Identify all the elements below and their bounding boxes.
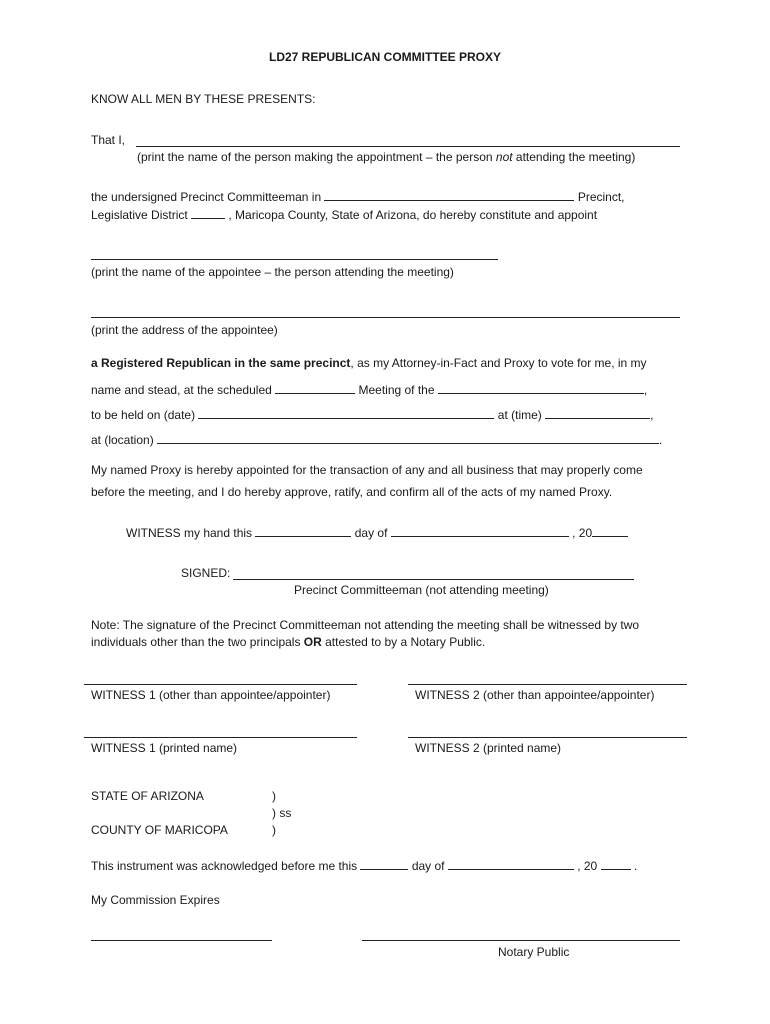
- witness2-label: WITNESS 2 (other than appointee/appointer): [415, 688, 655, 702]
- witness1-printed-line[interactable]: [84, 737, 357, 738]
- intro-text: KNOW ALL MEN BY THESE PRESENTS:: [91, 92, 316, 106]
- proxy-statement: a Registered Republican in the same precinct, as my Attorney-in-Fact and Proxy to vote for me, in my: [91, 356, 647, 370]
- appointer-name-line[interactable]: [136, 146, 680, 147]
- witness1-signature-line[interactable]: [84, 684, 357, 685]
- precinct-line: the undersigned Precinct Committeeman in Precinct,: [91, 190, 625, 204]
- appointee-name-line[interactable]: [91, 259, 498, 260]
- witness2-printed-label: WITNESS 2 (printed name): [415, 741, 562, 755]
- witness2-printed-line[interactable]: [408, 737, 687, 738]
- meeting-type-blank[interactable]: [275, 382, 355, 394]
- page-title: LD27 REPUBLICAN COMMITTEE PROXY: [268, 50, 502, 64]
- appointee-address-line[interactable]: [91, 317, 680, 318]
- commission-expires-line[interactable]: [91, 940, 272, 941]
- time-blank[interactable]: [545, 407, 650, 419]
- ack-month-blank[interactable]: [448, 858, 574, 870]
- acknowledgment-line: This instrument was acknowledged before me this day of , 20 .: [91, 859, 638, 873]
- witness2-signature-line[interactable]: [408, 684, 687, 685]
- precinct-blank[interactable]: [324, 189, 574, 201]
- ack-year-blank[interactable]: [601, 858, 631, 870]
- ld-line: Legislative District , Maricopa County, State of Arizona, do hereby constitute and appoint: [91, 208, 598, 222]
- note-line-2: individuals other than the two principals OR attested to by a Notary Public.: [91, 635, 486, 649]
- witness-hand-blank[interactable]: [255, 525, 351, 537]
- venue-paren-3: ): [272, 823, 276, 837]
- witness1-label: WITNESS 1 (other than appointee/appointer): [91, 688, 331, 702]
- location-blank[interactable]: [157, 432, 659, 444]
- signed-caption: Precinct Committeeman (not attending meeting): [294, 583, 549, 597]
- ack-day-blank[interactable]: [360, 858, 408, 870]
- meeting-of-blank[interactable]: [438, 382, 644, 394]
- that-i-label: That I,: [91, 133, 126, 147]
- venue-paren-ss: ) ss: [272, 806, 292, 820]
- appointee-hint: (print the name of the appointee – the person attending the meeting): [91, 265, 454, 279]
- notary-signature-line[interactable]: [362, 940, 680, 941]
- note-line-1: Note: The signature of the Precinct Committeeman not attending the meeting shall be witnessed by two: [91, 618, 640, 632]
- venue-paren-1: ): [272, 789, 276, 803]
- commission-label: My Commission Expires: [91, 893, 220, 907]
- signature-line[interactable]: [233, 579, 634, 580]
- proxy-paragraph-line-1: My named Proxy is hereby appointed for the transaction of any and all business that may properly come: [91, 463, 643, 477]
- proxy-paragraph-line-2: before the meeting, and I do hereby approve, ratify, and confirm all of the acts of my named Proxy.: [91, 485, 613, 499]
- stead-line: name and stead, at the scheduled Meeting of the ,: [91, 383, 648, 397]
- witness1-printed-label: WITNESS 1 (printed name): [91, 741, 238, 755]
- date-blank[interactable]: [198, 407, 494, 419]
- appointer-hint: (print the name of the person making the appointment – the person not attending the meeting): [137, 150, 636, 164]
- held-line: to be held on (date) at (time) ,: [91, 408, 654, 422]
- witness-day-blank[interactable]: [391, 525, 569, 537]
- notary-label: Notary Public: [498, 945, 570, 959]
- witness-hand-line: WITNESS my hand this day of , 20: [126, 525, 628, 541]
- address-hint: (print the address of the appointee): [91, 323, 278, 337]
- witness-year-blank[interactable]: [592, 525, 628, 537]
- signed-label: SIGNED:: [181, 566, 231, 580]
- ld-blank[interactable]: [191, 207, 225, 219]
- location-line: at (location) .: [91, 433, 663, 447]
- state-label: STATE OF ARIZONA: [91, 789, 204, 803]
- county-label: COUNTY OF MARICOPA: [91, 823, 228, 837]
